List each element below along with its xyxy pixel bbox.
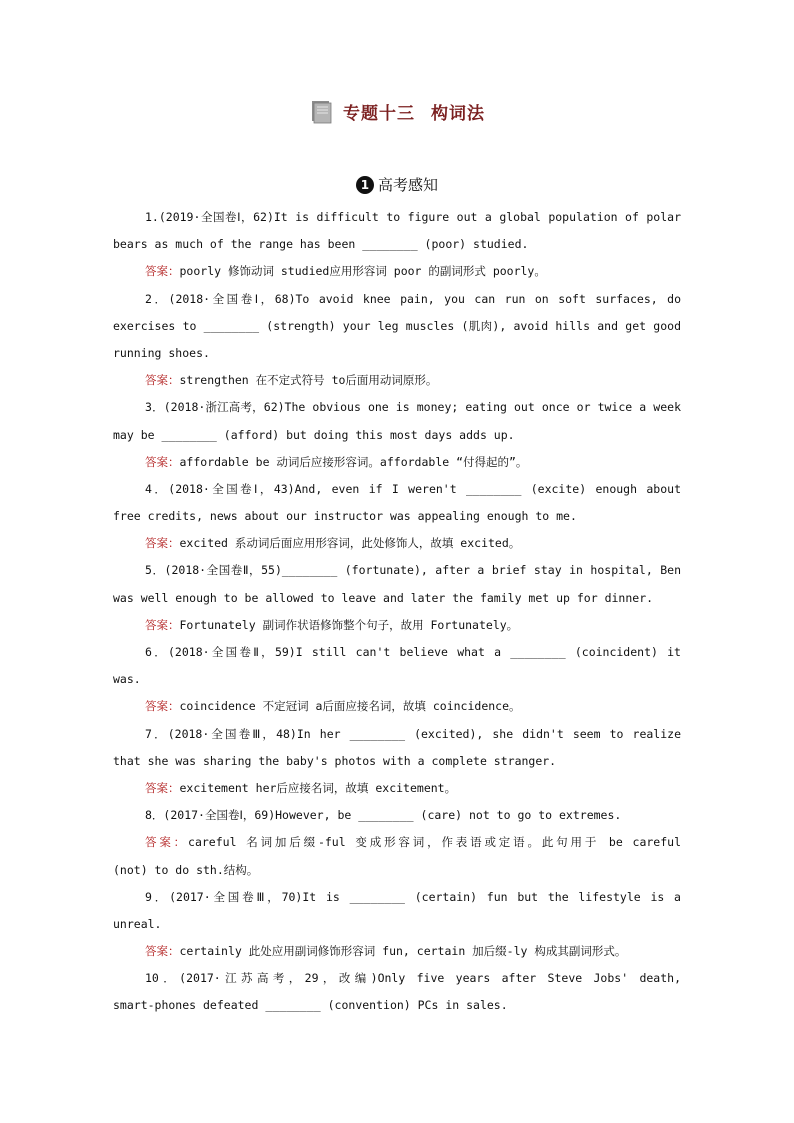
answer-line bbox=[113, 530, 681, 557]
page-title bbox=[343, 99, 485, 124]
question-text-line: that she was sharing the baby's photos with a complete stranger. bbox=[113, 753, 557, 768]
section-number-badge: 1 bbox=[356, 176, 374, 194]
question-item bbox=[113, 965, 681, 1019]
question-text-line: bears as much of the range has been ________ (poor) studied. bbox=[113, 237, 529, 252]
answer-label: 答案： bbox=[145, 536, 180, 551]
answer-text: poorly 修饰动词 studied应用形容词 poor 的副词形式 poorly。 bbox=[179, 264, 546, 279]
answer-label: 答案： bbox=[145, 944, 180, 959]
answer-text: strengthen 在不定式符号 to后面用动词原形。 bbox=[179, 373, 438, 388]
answer-label: 答案： bbox=[145, 699, 180, 714]
question-item bbox=[113, 884, 681, 966]
answer-text: Fortunately 副词作状语修饰整个句子，故用 Fortunately。 bbox=[179, 617, 519, 632]
question-text-line: 10．(2017·江苏高考，29，改编)Only five years after Steve Jobs' death, bbox=[145, 971, 681, 986]
answer-label: 答案： bbox=[145, 835, 189, 850]
answer-label: 答案： bbox=[145, 617, 180, 632]
question-text-line: may be ________ (afford) but doing this most days adds up. bbox=[113, 427, 515, 442]
question-item bbox=[113, 721, 681, 803]
question-list bbox=[113, 204, 681, 1020]
question-item bbox=[113, 204, 681, 286]
question-text-line: free credits, news about our instructor was appealing enough to me. bbox=[113, 509, 577, 524]
question-item bbox=[113, 476, 681, 558]
answer-text: certainly 此处应用副词修饰形容词 fun, certain 加后缀-ly 构成其副词形式。 bbox=[179, 944, 627, 959]
question-text-line: 6．(2018·全国卷Ⅱ，59)I still can't believe what a ________ (coincident) it bbox=[145, 645, 681, 659]
section-heading bbox=[0, 174, 794, 195]
title-part-2: 构词法 bbox=[431, 103, 485, 124]
answer-text: excited 系动词后面应用形容词，此处修饰人，故填 excited。 bbox=[179, 536, 521, 551]
question-text-line: 8．(2017·全国卷Ⅰ，69)However, be ________ (care) not to go to extremes. bbox=[145, 808, 622, 823]
question-text-line: smart-phones defeated ________ (convention) PCs in sales. bbox=[113, 998, 508, 1013]
answer-line bbox=[113, 938, 681, 965]
answer-label: 答案： bbox=[145, 264, 180, 279]
answer-line bbox=[113, 693, 681, 720]
answer-line bbox=[113, 775, 681, 802]
question-text-line: running shoes. bbox=[113, 345, 210, 360]
question-text-line: 3．(2018·浙江高考，62)The obvious one is money; eating out once or twice a week bbox=[145, 400, 681, 415]
question-text-line: 7．(2018·全国卷Ⅲ，48)In her ________ (excited), she didn't seem to realize bbox=[145, 726, 681, 741]
answer-text: coincidence 不定冠词 a后面应接名词，故填 coincidence。 bbox=[179, 699, 521, 714]
question-text-line: 5．(2018·全国卷Ⅱ，55)________ (fortunate), after a brief stay in hospital, Ben bbox=[145, 563, 681, 578]
answer-line bbox=[113, 857, 681, 884]
question-text-line: was well enough to be allowed to leave and later the family met up for dinner. bbox=[113, 590, 654, 605]
section-title: 高考感知 bbox=[377, 176, 438, 194]
question-item bbox=[113, 394, 681, 476]
answer-line bbox=[113, 258, 681, 285]
answer-line bbox=[113, 612, 681, 639]
question-text-line: was. bbox=[113, 672, 141, 687]
answer-label: 答案： bbox=[145, 780, 180, 795]
topic-header bbox=[0, 98, 794, 124]
answer-line bbox=[113, 449, 681, 476]
question-text-line: exercises to ________ (strength) your leg muscles (肌肉), avoid hills and get good bbox=[113, 318, 681, 333]
answer-label: 答案： bbox=[145, 373, 180, 388]
question-text-line: 4．(2018·全国卷Ⅰ，43)And, even if I weren't ________ (excite) enough about bbox=[145, 481, 681, 496]
title-part-1: 专题十三 bbox=[343, 103, 415, 124]
question-text-line: 2．(2018·全国卷Ⅰ，68)To avoid knee pain, you can run on soft surfaces, do bbox=[145, 291, 681, 306]
answer-text: (not) to do sth.结构。 bbox=[113, 862, 259, 877]
question-text-line: unreal. bbox=[113, 916, 162, 931]
answer-line bbox=[113, 829, 681, 856]
answer-line bbox=[113, 367, 681, 394]
answer-text: excitement her后应接名词，故填 excitement。 bbox=[179, 780, 457, 795]
question-item bbox=[113, 802, 681, 884]
answer-text: affordable be 动词后应接形容词。affordable “付得起的”。 bbox=[179, 454, 528, 469]
question-text-line: 1.(2019·全国卷Ⅰ，62)It is difficult to figure out a global population of polar bbox=[145, 210, 681, 224]
book-icon bbox=[309, 98, 335, 124]
question-item bbox=[113, 557, 681, 639]
question-text-line: 9．(2017·全国卷Ⅲ，70)It is ________ (certain) fun but the lifestyle is a bbox=[145, 889, 681, 904]
answer-label: 答案： bbox=[145, 454, 180, 469]
question-item bbox=[113, 639, 681, 721]
question-item bbox=[113, 286, 681, 395]
answer-text: careful 名词加后缀-ful 变成形容词，作表语或定语。此句用于 be careful bbox=[188, 835, 681, 850]
